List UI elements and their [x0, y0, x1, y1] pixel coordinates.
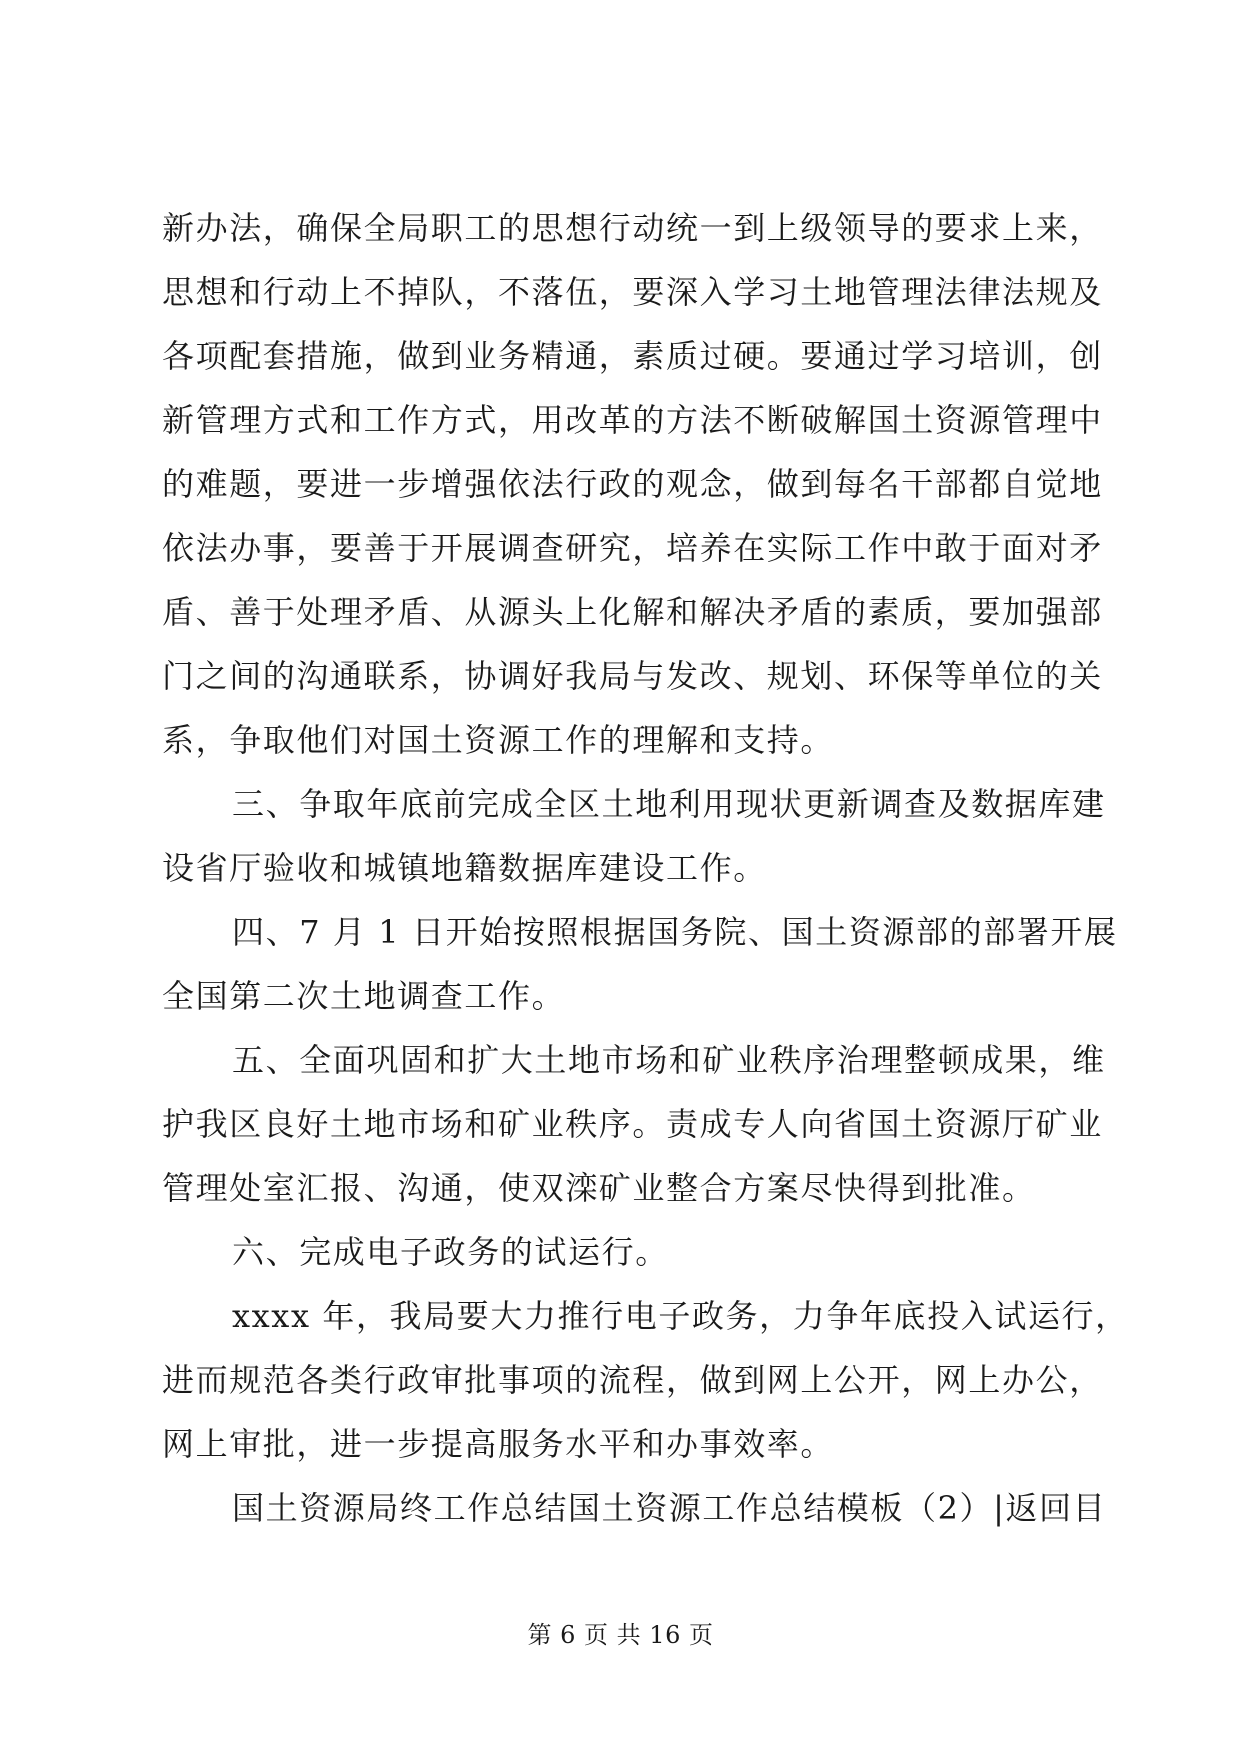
- section-3-heading: 三、争取年底前完成全区土地利用现状更新调查及数据库建: [232, 785, 1106, 823]
- section-4-heading: 四、7 月 1 日开始按照根据国务院、国土资源部的部署开展: [232, 913, 1118, 951]
- text-line: 新办法，确保全局职工的思想行动统一到上级领导的要求上来，: [162, 209, 1103, 247]
- text-line: 进而规范各类行政审批事项的流程，做到网上公开，网上办公，: [162, 1361, 1103, 1399]
- text-line: 设省厅验收和城镇地籍数据库建设工作。: [162, 849, 767, 887]
- document-body: [162, 196, 1129, 1540]
- text-line: 各项配套措施，做到业务精通，素质过硬。要通过学习培训，创: [162, 337, 1103, 375]
- return-to-contents-link[interactable]: 国土资源局终工作总结国土资源工作总结模板（2）|返回目: [232, 1489, 1107, 1527]
- section-6-heading: 六、完成电子政务的试运行。: [232, 1233, 669, 1271]
- text-line: 的难题，要进一步增强依法行政的观念，做到每名干部都自觉地: [162, 465, 1103, 503]
- page-number-footer: 第 6 页 共 16 页: [527, 1621, 714, 1649]
- text-line: 管理处室汇报、沟通，使双滦矿业整合方案尽快得到批准。: [162, 1169, 1036, 1207]
- text-line: 系，争取他们对国土资源工作的理解和支持。: [162, 721, 835, 759]
- text-line: 全国第二次土地调查工作。: [162, 977, 566, 1015]
- text-line: 护我区良好土地市场和矿业秩序。责成专人向省国土资源厅矿业: [162, 1105, 1103, 1143]
- text-line: 依法办事，要善于开展调查研究，培养在实际工作中敢于面对矛: [162, 529, 1103, 567]
- section-5-heading: 五、全面巩固和扩大土地市场和矿业秩序治理整顿成果，维: [232, 1041, 1106, 1079]
- paragraph-start: xxxx 年，我局要大力推行电子政务，力争年底投入试运行，: [232, 1297, 1129, 1335]
- text-line: 新管理方式和工作方式，用改革的方法不断破解国土资源管理中: [162, 401, 1103, 439]
- text-line: 盾、善于处理矛盾、从源头上化解和解决矛盾的素质，要加强部: [162, 593, 1103, 631]
- text-line: 思想和行动上不掉队，不落伍，要深入学习土地管理法律法规及: [162, 273, 1103, 311]
- text-line: 门之间的沟通联系，协调好我局与发改、规划、环保等单位的关: [162, 657, 1103, 695]
- text-line: 网上审批，进一步提高服务水平和办事效率。: [162, 1425, 835, 1463]
